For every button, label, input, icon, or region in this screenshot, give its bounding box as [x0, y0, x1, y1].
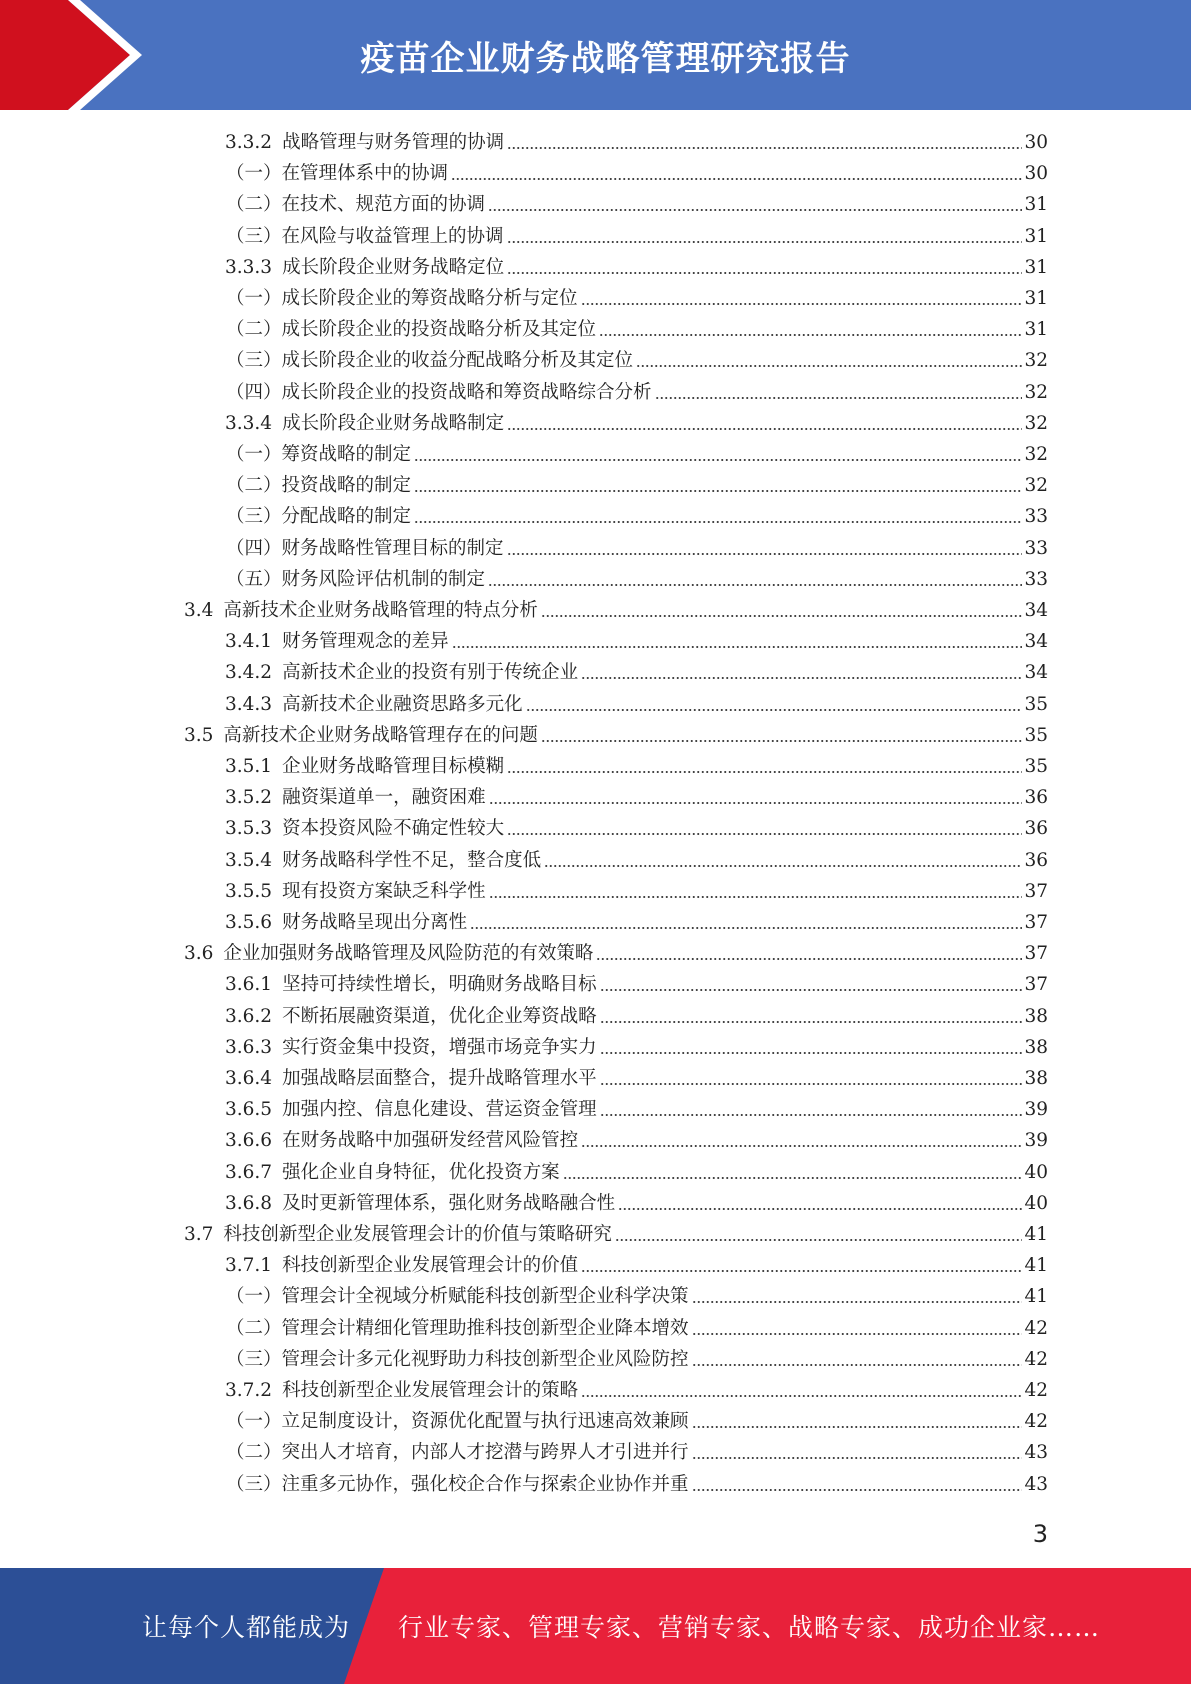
toc-entry-label: 不断拓展融资渠道，优化企业筹资战略 [282, 1005, 597, 1027]
toc-entry[interactable] [226, 158, 1048, 189]
toc-dot-leader [526, 689, 1023, 720]
toc-entry-label: （二）在技术、规范方面的协调 [226, 194, 486, 216]
toc-dot-leader [600, 1032, 1023, 1063]
toc-entry-number: 3.6.3 [225, 1036, 273, 1058]
toc-entry-page: 37 [1024, 974, 1048, 996]
toc-entry-number: 3.7.1 [225, 1255, 273, 1277]
toc-entry[interactable] [225, 845, 1048, 876]
toc-entry-page: 34 [1024, 631, 1048, 653]
toc-entry-label: 现有投资方案缺乏科学性 [282, 880, 486, 902]
toc-dot-leader [600, 969, 1023, 1000]
toc-dot-leader [507, 252, 1022, 283]
toc-entry-label: （二）管理会计精细化管理助推科技创新型企业降本增效 [226, 1317, 689, 1339]
toc-entry-page: 42 [1024, 1411, 1048, 1433]
toc-entry-page: 33 [1024, 537, 1048, 559]
toc-entry[interactable] [225, 252, 1048, 283]
toc-entry-label: 坚持可持续性增长，明确财务战略目标 [282, 974, 597, 996]
toc-entry-label: 资本投资风险不确定性较大 [282, 818, 505, 840]
toc-dot-leader [489, 782, 1023, 813]
toc-entry-label: （五）财务风险评估机制的制定 [226, 568, 486, 590]
toc-entry-label: （三）分配战略的制定 [226, 506, 412, 528]
toc-entry[interactable] [226, 189, 1048, 220]
toc-entry[interactable] [226, 314, 1048, 345]
toc-dot-leader [544, 845, 1022, 876]
toc-entry-page: 33 [1024, 506, 1048, 528]
toc-entry-page: 37 [1024, 880, 1048, 902]
toc-dot-leader [581, 1250, 1022, 1281]
toc-entry-number: 3.7.2 [225, 1380, 273, 1401]
document-title: 疫苗企业财务战略管理研究报告 [360, 38, 851, 79]
toc-entry-page: 33 [1024, 568, 1048, 590]
toc-dot-leader [507, 813, 1022, 844]
page-footer [0, 1568, 1191, 1684]
toc-entry-label: （三）注重多元协作，强化校企合作与探索企业协作并重 [226, 1473, 689, 1495]
toc-dot-leader [581, 1125, 1022, 1156]
toc-entry-label: 强化企业自身特征，优化投资方案 [282, 1161, 560, 1183]
toc-entry-number: 3.6.4 [225, 1068, 273, 1089]
toc-entry-page: 31 [1024, 256, 1048, 278]
toc-dot-leader [692, 1313, 1023, 1344]
toc-dot-leader [414, 501, 1022, 532]
toc-entry-page: 31 [1024, 288, 1048, 309]
toc-dot-leader [692, 1406, 1023, 1437]
toc-dot-leader [488, 189, 1022, 220]
toc-entry[interactable] [225, 657, 1048, 688]
toc-entry[interactable] [225, 689, 1048, 720]
toc-entry[interactable] [225, 1125, 1048, 1156]
toc-entry[interactable] [225, 813, 1048, 844]
toc-dot-leader [692, 1281, 1023, 1312]
toc-entry-number: 3.6 [184, 943, 214, 965]
toc-entry[interactable] [184, 938, 1048, 969]
toc-entry-label: （三）管理会计多元化视野助力科技创新型企业风险防控 [226, 1348, 689, 1370]
toc-entry-label: （一）筹资战略的制定 [226, 444, 412, 465]
toc-dot-leader [655, 377, 1023, 408]
toc-entry-page: 40 [1024, 1161, 1048, 1183]
toc-entry-label: 战略管理与财务管理的协调 [282, 132, 505, 153]
toc-dot-leader [414, 470, 1022, 501]
toc-entry-page: 43 [1024, 1473, 1048, 1495]
toc-entry-page: 34 [1024, 600, 1048, 621]
toc-dot-leader [541, 595, 1023, 626]
toc-entry-page: 32 [1024, 412, 1048, 434]
toc-entry-page: 43 [1024, 1442, 1048, 1464]
toc-entry[interactable] [225, 408, 1048, 439]
toc-entry-number: 3.6.8 [225, 1192, 273, 1214]
toc-entry-label: （一）成长阶段企业的筹资战略分析与定位 [226, 288, 578, 309]
toc-entry[interactable] [225, 1032, 1048, 1063]
toc-entry-label: 加强战略层面整合，提升战略管理水平 [282, 1068, 597, 1089]
toc-entry-page: 39 [1024, 1130, 1048, 1152]
page-number: 3 [1032, 1520, 1048, 1548]
toc-entry[interactable] [225, 876, 1048, 907]
toc-entry-label: 加强内控、信息化建设、营运资金管理 [282, 1099, 597, 1121]
toc-entry-label: 财务战略科学性不足，整合度低 [282, 849, 542, 871]
toc-dot-leader [488, 564, 1022, 595]
toc-entry[interactable] [225, 969, 1048, 1000]
toc-entry-page: 31 [1024, 319, 1048, 341]
toc-entry-label: 科技创新型企业发展管理会计的策略 [282, 1380, 579, 1401]
toc-entry[interactable] [225, 1375, 1048, 1406]
toc-entry[interactable] [184, 720, 1048, 751]
toc-dot-leader [600, 1063, 1023, 1094]
toc-dot-leader [507, 533, 1023, 564]
toc-entry-number: 3.5.2 [225, 787, 273, 809]
toc-entry-page: 30 [1024, 163, 1048, 185]
toc-entry-label: （一）管理会计全视域分析赋能科技创新型企业科学决策 [226, 1286, 689, 1308]
toc-entry-number: 3.6.6 [225, 1130, 273, 1152]
toc-entry[interactable] [226, 564, 1048, 595]
toc-entry-page: 32 [1024, 381, 1048, 403]
toc-entry-label: 高新技术企业的投资有别于传统企业 [282, 662, 579, 684]
footer-slogan-left: 让每个人都能成为 [142, 1613, 351, 1642]
toc-entry-label: 企业加强财务战略管理及风险防范的有效策略 [223, 943, 594, 965]
toc-entry-number: 3.5.6 [225, 912, 273, 933]
toc-entry[interactable] [226, 345, 1048, 376]
toc-entry[interactable] [225, 626, 1048, 657]
toc-entry-label: （一）在管理体系中的协调 [226, 163, 449, 185]
toc-dot-leader [563, 1157, 1023, 1188]
toc-entry-label: （二）成长阶段企业的投资战略分析及其定位 [226, 319, 597, 341]
toc-dot-leader [618, 1188, 1022, 1219]
toc-entry-label: （四）财务战略性管理目标的制定 [226, 537, 504, 559]
toc-entry-page: 35 [1024, 693, 1048, 715]
toc-dot-leader [451, 158, 1022, 189]
toc-entry-page: 38 [1024, 1068, 1048, 1089]
toc-entry[interactable] [226, 1313, 1048, 1344]
toc-dot-leader [692, 1469, 1023, 1500]
toc-entry[interactable] [226, 1344, 1048, 1375]
toc-dot-leader [507, 751, 1022, 782]
toc-entry[interactable] [226, 283, 1048, 314]
toc-entry[interactable] [225, 1157, 1048, 1188]
toc-dot-leader [599, 314, 1022, 345]
toc-entry-number: 3.4.2 [225, 662, 273, 684]
toc-entry-page: 38 [1024, 1036, 1048, 1058]
toc-entry[interactable] [226, 1469, 1048, 1500]
toc-entry-page: 30 [1024, 132, 1048, 153]
toc-entry-page: 36 [1024, 849, 1048, 871]
toc-entry-label: 科技创新型企业发展管理会计的价值与策略研究 [223, 1224, 612, 1245]
toc-entry[interactable] [225, 1001, 1048, 1032]
toc-entry-label: （二）突出人才培育，内部人才挖潜与跨界人才引进并行 [226, 1442, 689, 1464]
toc-dot-leader [541, 720, 1023, 751]
toc-entry-number: 3.5.5 [225, 880, 273, 902]
toc-entry[interactable] [226, 377, 1048, 408]
toc-dot-leader [581, 283, 1023, 314]
toc-entry-number: 3.4.3 [225, 693, 273, 715]
toc-entry[interactable] [226, 439, 1048, 470]
toc-entry-label: 财务战略呈现出分离性 [282, 912, 468, 933]
toc-entry-number: 3.5.4 [225, 849, 273, 871]
toc-entry-page: 34 [1024, 662, 1048, 684]
toc-dot-leader [507, 221, 1023, 252]
toc-entry-page: 31 [1024, 225, 1048, 247]
toc-dot-leader [581, 657, 1022, 688]
toc-entry-page: 32 [1024, 475, 1048, 497]
toc-entry-page: 31 [1024, 194, 1048, 216]
toc-entry-number: 3.4.1 [225, 631, 273, 653]
toc-entry-page: 35 [1024, 724, 1048, 746]
toc-entry-label: 财务管理观念的差异 [282, 631, 449, 653]
toc-entry-label: 及时更新管理体系，强化财务战略融合性 [282, 1192, 616, 1214]
toc-entry-page: 42 [1024, 1380, 1048, 1401]
toc-dot-leader [470, 907, 1022, 938]
toc-entry[interactable] [226, 1406, 1048, 1437]
toc-entry-label: 科技创新型企业发展管理会计的价值 [282, 1255, 579, 1277]
toc-entry[interactable] [226, 533, 1048, 564]
toc-entry[interactable] [226, 1437, 1048, 1468]
toc-entry-number: 3.6.7 [225, 1161, 273, 1183]
toc-entry-page: 40 [1024, 1192, 1048, 1214]
toc-entry[interactable] [225, 751, 1048, 782]
toc-entry-page: 32 [1024, 444, 1048, 465]
toc-entry-number: 3.5 [184, 724, 214, 746]
toc-dot-leader [507, 408, 1022, 439]
toc-dot-leader [636, 345, 1022, 376]
toc-entry-page: 38 [1024, 1005, 1048, 1027]
toc-entry-number: 3.6.1 [225, 974, 273, 996]
toc-entry-label: 高新技术企业财务战略管理存在的问题 [223, 724, 538, 746]
toc-entry-page: 39 [1024, 1099, 1048, 1121]
toc-entry-label: 成长阶段企业财务战略制定 [282, 412, 505, 434]
toc-entry-page: 36 [1024, 787, 1048, 809]
toc-entry-page: 41 [1024, 1286, 1048, 1308]
toc-entry-label: 实行资金集中投资，增强市场竞争实力 [282, 1036, 597, 1058]
toc-entry[interactable] [225, 1250, 1048, 1281]
toc-entry-number: 3.3.4 [225, 412, 273, 434]
toc-dot-leader [507, 127, 1022, 158]
toc-entry[interactable] [184, 595, 1048, 626]
toc-entry-page: 42 [1024, 1348, 1048, 1370]
footer-slogan-right: 行业专家、管理专家、营销专家、战略专家、成功企业家…… [398, 1613, 1101, 1642]
toc-dot-leader [615, 1219, 1023, 1250]
toc-entry-page: 41 [1024, 1224, 1048, 1245]
toc-entry-number: 3.5.1 [225, 756, 273, 777]
toc-entry-page: 36 [1024, 818, 1048, 840]
toc-dot-leader [692, 1437, 1023, 1468]
toc-entry-label: （三）在风险与收益管理上的协调 [226, 225, 504, 247]
toc-entry-label: （三）成长阶段企业的收益分配战略分析及其定位 [226, 350, 634, 372]
toc-dot-leader [581, 1375, 1022, 1406]
toc-entry[interactable] [225, 1094, 1048, 1125]
toc-entry-label: （四）成长阶段企业的投资战略和筹资战略综合分析 [226, 381, 652, 403]
toc-entry[interactable] [225, 1063, 1048, 1094]
toc-entry-label: 融资渠道单一，融资困难 [282, 787, 486, 809]
toc-entry-number: 3.7 [184, 1224, 214, 1245]
toc-entry[interactable] [226, 1281, 1048, 1312]
toc-entry[interactable] [226, 501, 1048, 532]
toc-entry-page: 41 [1024, 1255, 1048, 1277]
page-header [0, 0, 1191, 110]
toc-entry[interactable] [225, 907, 1048, 938]
toc-entry[interactable] [226, 221, 1048, 252]
toc-dot-leader [596, 938, 1022, 969]
toc-entry-label: 企业财务战略管理目标模糊 [282, 756, 505, 777]
toc-entry-number: 3.6.5 [225, 1099, 273, 1121]
toc-entry[interactable] [184, 1219, 1048, 1250]
toc-entry-label: 高新技术企业融资思路多元化 [282, 693, 523, 715]
toc-dot-leader [489, 876, 1023, 907]
toc-dot-leader [600, 1001, 1023, 1032]
toc-entry[interactable] [225, 1188, 1048, 1219]
toc-entry-label: 高新技术企业财务战略管理的特点分析 [223, 600, 538, 621]
toc-dot-leader [692, 1344, 1023, 1375]
toc-entry-page: 37 [1024, 943, 1048, 965]
toc-entry[interactable] [225, 127, 1048, 158]
toc-entry-label: 成长阶段企业财务战略定位 [282, 256, 505, 278]
toc-entry[interactable] [225, 782, 1048, 813]
toc-entry-number: 3.3.3 [225, 256, 273, 278]
toc-entry-page: 42 [1024, 1317, 1048, 1339]
toc-entry-label: （二）投资战略的制定 [226, 475, 412, 497]
toc-entry-page: 37 [1024, 912, 1048, 933]
toc-entry-page: 35 [1024, 756, 1048, 777]
toc-dot-leader [452, 626, 1023, 657]
toc-entry-number: 3.5.3 [225, 818, 273, 840]
toc-entry-number: 3.4 [184, 600, 214, 621]
toc-dot-leader [600, 1094, 1023, 1125]
toc-dot-leader [414, 439, 1022, 470]
toc-entry-page: 32 [1024, 350, 1048, 372]
toc-entry-number: 3.3.2 [225, 132, 273, 153]
toc-entry[interactable] [226, 470, 1048, 501]
toc-entry-number: 3.6.2 [225, 1005, 273, 1027]
toc-entry-label: （一）立足制度设计，资源优化配置与执行迅速高效兼顾 [226, 1411, 689, 1433]
toc-entry-label: 在财务战略中加强研发经营风险管控 [282, 1130, 579, 1152]
